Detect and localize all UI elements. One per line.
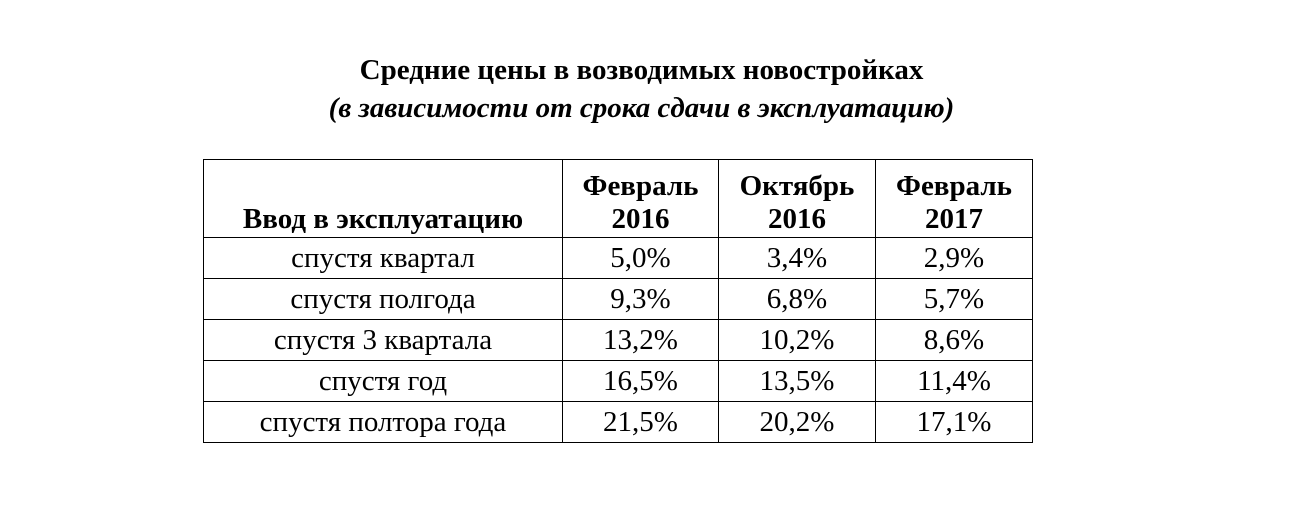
table-cell: 5,0% [563,238,719,279]
header-month: Февраль [896,170,1012,202]
table-cell: 11,4% [876,361,1033,402]
price-table [203,159,1033,443]
table-cell: 13,2% [563,320,719,361]
table-cell: 6,8% [719,279,876,320]
table-cell: 5,7% [876,279,1033,320]
page-subtitle: (в зависимости от срока сдачи в эксплуатацию) [328,92,955,124]
table-row [204,238,1033,279]
header-commissioning-label: Ввод в эксплуатацию [242,203,524,235]
table-row [204,402,1033,443]
table-row [204,361,1033,402]
table-header-row [204,160,1033,238]
row-label: спустя 3 квартала [204,320,563,361]
table-cell: 8,6% [876,320,1033,361]
header-month: Октябрь [739,170,855,202]
row-label: спустя год [204,361,563,402]
header-feb-2016 [563,160,719,238]
page-title: Средние цены в возводимых новостройках [359,54,924,86]
row-label: спустя полгода [204,279,563,320]
table-cell: 9,3% [563,279,719,320]
row-label: спустя полтора года [204,402,563,443]
header-month: Февраль [582,170,699,202]
table-cell: 17,1% [876,402,1033,443]
header-year: 2016 [768,203,826,235]
table-cell: 3,4% [719,238,876,279]
table-cell: 16,5% [563,361,719,402]
table-cell: 2,9% [876,238,1033,279]
row-label: спустя квартал [204,238,563,279]
table-row [204,279,1033,320]
table-cell: 10,2% [719,320,876,361]
table-row [204,320,1033,361]
header-commissioning [204,160,563,238]
header-year: 2016 [611,203,670,235]
header-feb-2017 [876,160,1033,238]
header-oct-2016 [719,160,876,238]
table-cell: 21,5% [563,402,719,443]
table-cell: 20,2% [719,402,876,443]
table-cell: 13,5% [719,361,876,402]
header-year: 2017 [925,203,983,235]
